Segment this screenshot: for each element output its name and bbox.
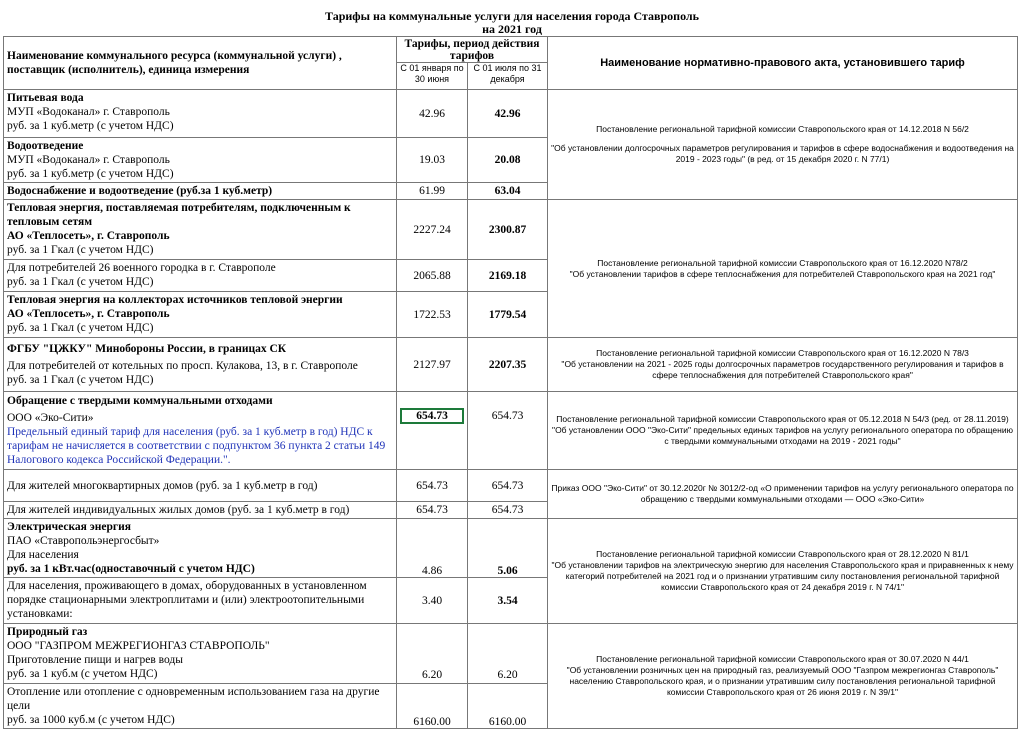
resource-cell: Отопление или отопление с одновременным использованием газа на другие цели руб. за 1000 куб.м (с учетом НДС) <box>4 684 397 729</box>
tariff-h1: 1722.53 <box>397 292 468 338</box>
resource-cell: Для потребителей 26 военного городка в г. Ставрополе руб. за 1 Гкал (с учетом НДС) <box>4 260 397 292</box>
tariff-h2: 6.20 <box>468 624 548 684</box>
tariff-h2: 654.73 <box>468 470 548 502</box>
legal-act-cell: Постановление региональной тарифной комиссии Ставропольского края от 28.12.2020 N 81/1 "Об установлении тарифов на электрическую энергию для населения Ставропольского края и приравненных к нему категорий потребителей на 2021 год и о признании утратившим силу постановления региональной тарифной комиссии Ставропольского края от 24 декабря 2019 г. N 74/1" <box>548 519 1018 624</box>
tariff-h1: 2065.88 <box>397 260 468 292</box>
resource-cell: Для населения, проживающего в домах, оборудованных в установленном порядке стационарными электроплитами и (или) электроотопительными установками: <box>4 578 397 624</box>
resource-cell: Обращение с твердыми коммунальными отходами ООО «Эко-Сити» Предельный единый тариф для населения (руб. за 1 куб.метр в год) НДС к тарифам не начисляется в соответствии с подпунктом 36 пункта 2 статьи 149 Налогового кодекса Российской Федерации.". <box>4 392 397 470</box>
header-resource-name: Наименование коммунального ресурса (коммунальной услуги) , поставщик (исполнитель), единица измерения <box>4 37 397 90</box>
tariff-h2: 2169.18 <box>468 260 548 292</box>
tariff-h1: 61.99 <box>397 183 468 200</box>
tariff-h1: 6.20 <box>397 624 468 684</box>
header-tariffs: Тарифы, период действия тарифов <box>397 37 548 63</box>
tariff-h2: 5.06 <box>468 519 548 578</box>
resource-cell: Для жителей индивидуальных жилых домов (руб. за 1 куб.метр в год) <box>4 502 397 519</box>
header-period-2: С 01 июля по 31 декабря <box>468 63 548 90</box>
tariff-h1[interactable] <box>397 392 468 470</box>
tariff-h1: 19.03 <box>397 138 468 183</box>
legal-act-cell: Постановление региональной тарифной комиссии Ставропольского края от 14.12.2018 N 56/2 "Об установлении долгосрочных параметров регулирования и тарифов в сфере водоснабжения и водоотведения на 2019 - 2023 годы" (в ред. от 15 декабря 2020 г. N 77/1) <box>548 90 1018 200</box>
tariff-h2: 6160.00 <box>468 684 548 729</box>
table-row <box>4 470 1018 502</box>
tariff-h2: 63.04 <box>468 183 548 200</box>
page-subtitle: на 2021 год <box>482 22 542 36</box>
tariff-h2: 654.73 <box>468 502 548 519</box>
tariff-h2: 654.73 <box>468 392 548 470</box>
legal-act-cell: Приказ ООО "Эко-Сити" от 30.12.2020г № 3012/2-од «О применении тарифов на услугу регионального оператора по обращению с твердыми коммунальными отходами — ООО «Эко-Сити» <box>548 470 1018 519</box>
tariff-h1: 2227.24 <box>397 200 468 260</box>
legal-act-cell: Постановление региональной тарифной комиссии Ставропольского края от 16.12.2020 N78/2 "Об установлении тарифов в сфере теплоснабжения для потребителей Ставропольского края на 2021 год" <box>548 200 1018 338</box>
table-row <box>4 200 1018 260</box>
tariff-h2: 2207.35 <box>468 338 548 392</box>
page-title: Тарифы на коммунальные услуги для населения города Ставрополь <box>325 9 699 23</box>
table-row <box>4 90 1018 138</box>
tariff-h2: 3.54 <box>468 578 548 624</box>
resource-cell: Тепловая энергия на коллекторах источников тепловой энергии АО «Теплосеть», г. Ставрополь руб. за 1 Гкал (с учетом НДС) <box>4 292 397 338</box>
resource-cell: Для жителей многоквартирных домов (руб. за 1 куб.метр в год) <box>4 470 397 502</box>
tariff-h1: 42.96 <box>397 90 468 138</box>
resource-cell: Электрическая энергия ПАО «Ставропольэнергосбыт» Для населения руб. за 1 кВт.час(одноставочный с учетом НДС) <box>4 519 397 578</box>
header-period-1: С 01 января по 30 июня <box>397 63 468 90</box>
tariff-h1: 654.73 <box>397 470 468 502</box>
resource-cell: ФГБУ "ЦЖКУ" Минобороны России, в границах СК Для потребителей от котельных по просп. Кулакова, 13, в г. Ставрополе руб. за 1 Гкал (с учетом НДС) <box>4 338 397 392</box>
legal-act-cell: Постановление региональной тарифной комиссии Ставропольского края от 30.07.2020 N 44/1 "Об установлении розничных цен на природный газ, реализуемый ООО "Газпром межрегионгаз Ставрополь" населению Ставропольского края, и о признании утратившим силу постановления региональной тарифной комиссии Ставропольского края от 26 июня 2019 г. N 39/1" <box>548 624 1018 729</box>
table-row <box>4 338 1018 392</box>
selected-cell[interactable]: 654.73 <box>400 408 464 424</box>
legal-act-cell: Постановление региональной тарифной комиссии Ставропольского края от 05.12.2018 N 54/3 (ред. от 28.11.2019) "Об установлении ООО "Эко-Сити" предельных единых тарифов на услугу регионального оператора по обращению с твердыми коммунальными отходами на 2019 - 2021 годы" <box>548 392 1018 470</box>
resource-cell: Природный газ ООО "ГАЗПРОМ МЕЖРЕГИОНГАЗ СТАВРОПОЛЬ" Приготовление пищи и нагрев воды руб. за 1 куб.м (с учетом НДС) <box>4 624 397 684</box>
tariff-h1: 6160.00 <box>397 684 468 729</box>
tariff-h1: 654.73 <box>397 502 468 519</box>
resource-cell: Тепловая энергия, поставляемая потребителям, подключенным к тепловым сетям АО «Теплосеть», г. Ставрополь руб. за 1 Гкал (с учетом НДС) <box>4 200 397 260</box>
tariff-h1: 4.86 <box>397 519 468 578</box>
table-row <box>4 519 1018 578</box>
tariff-table <box>3 36 1018 729</box>
tariff-h1: 3.40 <box>397 578 468 624</box>
tariff-h2: 20.08 <box>468 138 548 183</box>
legal-act-cell: Постановление региональной тарифной комиссии Ставропольского края от 16.12.2020 N 78/3 "Об установлении на 2021 - 2025 годы долгосрочных параметров государственного регулирования и тарифов в сфере теплоснабжения для потребителей Ставропольского края" <box>548 338 1018 392</box>
table-row <box>4 392 1018 470</box>
resource-cell: Питьевая вода МУП «Водоканал» г. Ставрополь руб. за 1 куб.метр (с учетом НДС) <box>4 90 397 138</box>
resource-cell: Водоотведение МУП «Водоканал» г. Ставрополь руб. за 1 куб.метр (с учетом НДС) <box>4 138 397 183</box>
tariff-h2: 42.96 <box>468 90 548 138</box>
tariff-h1: 2127.97 <box>397 338 468 392</box>
tariff-h2: 1779.54 <box>468 292 548 338</box>
tariff-h2: 2300.87 <box>468 200 548 260</box>
header-act-name: Наименование нормативно-правового акта, установившего тариф <box>548 37 1018 90</box>
resource-cell: Водоснабжение и водоотведение (руб.за 1 куб.метр) <box>4 183 397 200</box>
table-row <box>4 624 1018 684</box>
